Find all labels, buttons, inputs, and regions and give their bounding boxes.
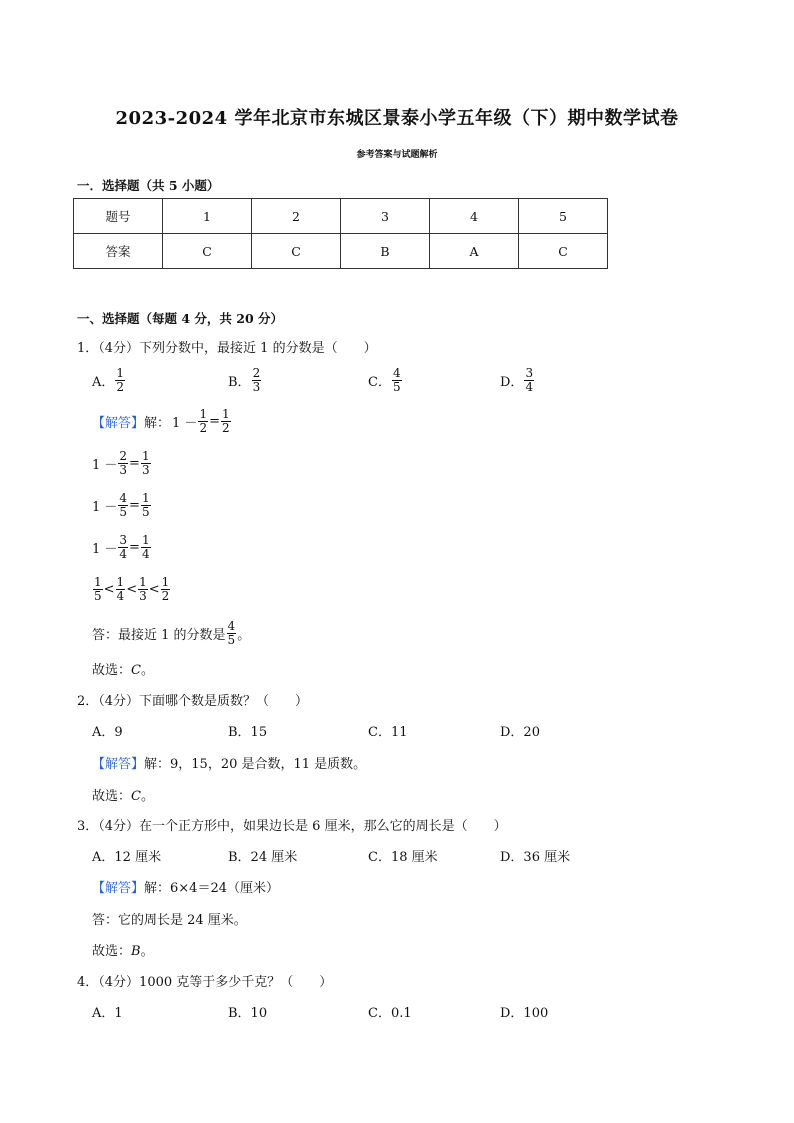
q4-option-a: A．1 [92,1006,123,1021]
question-4-stem: 4．（4分）1000 克等于多少千克？（ ） [77,975,333,990]
fraction: $\frac{1}{3}$ [141,449,150,478]
q3-choice: 故选：B。 [92,944,154,959]
q1-option-a: A． $\frac{1}{2}$ [92,366,125,395]
fraction: $\frac{1}{4}$ [116,575,125,604]
page-title: 2023-2024 学年北京市东城区景泰小学五年级（下）期中数学试卷 [115,108,679,129]
section-heading-answers: 一．选择题（共 5 小题） [77,178,220,193]
table-cell: 5 [519,199,608,234]
table-cell: C [163,234,252,269]
q1-solution-line-2: 1 － $\frac{2}{3}$ = $\frac{1}{3}$ [92,449,150,478]
table-cell: 题号 [74,199,163,234]
q2-option-c: C．11 [368,725,408,740]
q4-option-b: B．10 [228,1006,268,1021]
q1-conclusion: 答：最接近 1 的分数是 $\frac{4}{5}$ 。 [92,619,251,648]
fraction: $\frac{1}{2}$ [199,407,208,436]
fraction: $\frac{1}{4}$ [141,533,150,562]
q3-option-c: C．18 厘米 [368,850,438,865]
q1-solution-line-3: 1 － $\frac{4}{5}$ = $\frac{1}{5}$ [92,491,150,520]
solution-tag: 【解答】 [92,757,145,772]
table-cell: B [341,234,430,269]
q1-comparison: $\frac{1}{5}$ < $\frac{1}{4}$ < $\frac{1}{3}$ < $\frac{1}{2}$ [94,575,170,604]
table-cell: C [519,234,608,269]
table-cell: A [430,234,519,269]
q1-solution-line-4: 1 － $\frac{3}{4}$ = $\frac{1}{4}$ [92,533,150,562]
table-cell: 1 [163,199,252,234]
table-cell: 答案 [74,234,163,269]
q4-option-d: D．100 [500,1006,549,1021]
q3-option-b: B．24 厘米 [228,850,298,865]
section-heading-questions: 一、选择题（每题 4 分，共 20 分） [77,311,284,326]
q1-solution-line-1: 【解答】 解： 1 － $\frac{1}{2}$ = $\frac{1}{2}$ [92,407,230,436]
solution-tag: 【解答】 [92,416,145,432]
q3-option-a: A．12 厘米 [92,850,162,865]
question-3-stem: 3．（4分）在一个正方形中，如果边长是 6 厘米，那么它的周长是（ ） [77,819,507,834]
fraction: $\frac{1}{3}$ [139,575,147,604]
answer-table [73,198,608,269]
fraction: $\frac{3}{4}$ [525,366,534,395]
q3-option-d: D．36 厘米 [500,850,571,865]
table-cell: C [252,234,341,269]
fraction: $\frac{4}{5}$ [119,491,128,520]
q2-solution: 【解答】解：9，15，20 是合数，11 是质数。 [92,757,367,772]
q1-option-d: D． $\frac{3}{4}$ [500,366,534,395]
fraction: $\frac{2}{3}$ [252,366,261,395]
q2-option-b: B．15 [228,725,268,740]
q2-option-a: A．9 [92,725,123,740]
fraction: $\frac{2}{3}$ [119,449,128,478]
q3-solution: 【解答】解：6×4＝24（厘米） [92,881,279,896]
q2-option-d: D．20 [500,725,540,740]
q4-option-c: C．0.1 [368,1006,412,1021]
q1-option-b: B． $\frac{2}{3}$ [228,366,261,395]
question-1-stem: 1．（4分）下列分数中，最接近 1 的分数是（ ） [77,341,377,356]
table-row [74,199,608,234]
solution-tag: 【解答】 [92,881,145,896]
q3-answer: 答：它的周长是 24 厘米。 [92,913,247,928]
fraction: $\frac{1}{2}$ [221,407,230,436]
question-2-stem: 2．（4分）下面哪个数是质数？（ ） [77,694,309,709]
q2-choice: 故选：C。 [92,789,154,804]
table-cell: 3 [341,199,430,234]
fraction: $\frac{1}{5}$ [141,491,150,520]
table-cell: 2 [252,199,341,234]
q1-option-c: C． $\frac{4}{5}$ [368,366,401,395]
q1-choice: 故选：C。 [92,663,154,678]
fraction: $\frac{3}{4}$ [119,533,128,562]
page-subtitle: 参考答案与试题解析 [356,150,438,160]
fraction: $\frac{4}{5}$ [227,619,236,648]
table-cell: 4 [430,199,519,234]
table-row [74,234,608,269]
fraction: $\frac{4}{5}$ [392,366,401,395]
fraction: $\frac{1}{5}$ [94,575,102,604]
fraction: $\frac{1}{2}$ [161,575,170,604]
fraction: $\frac{1}{2}$ [116,366,125,395]
